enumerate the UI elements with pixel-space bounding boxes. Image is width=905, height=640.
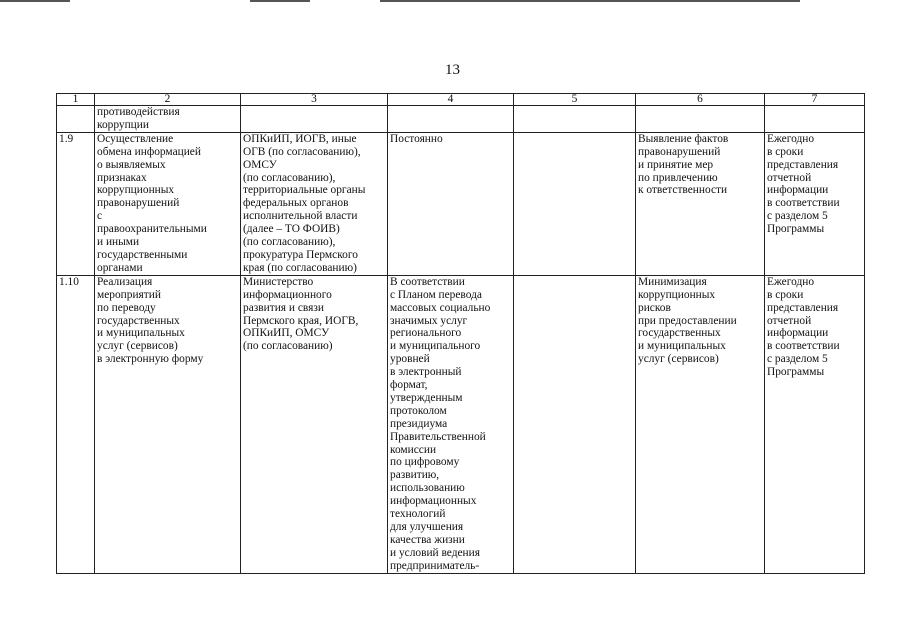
result-cell: Выявление фактов правонарушений и принятие мер по привлечению к ответственности — [636, 132, 765, 275]
cell — [636, 106, 765, 133]
executors-cell: Министерство информационного развития и связи Пермского края, ИОГВ, ОПКиИП, ОМСУ (по согласованию) — [241, 275, 388, 573]
cell — [241, 106, 388, 133]
deadline-cell: В соответствии с Планом перевода массовых социально значимых услуг регионального и муниципального уровней в электронный формат, утвержденным протоколом президиума Правительственной комиссии по цифровому развитию, использованию информационных технологий для улучшения качества жизни и условий ведения предприниматель- — [388, 275, 514, 573]
cell — [388, 106, 514, 133]
column-header: 4 — [388, 94, 514, 106]
cell: противодействия коррупции — [95, 106, 241, 133]
column-header: 6 — [636, 94, 765, 106]
cell — [514, 106, 636, 133]
top-edge-line — [0, 0, 70, 2]
header-row — [57, 94, 865, 106]
page-number: 13 — [445, 62, 460, 78]
measures-table — [56, 93, 865, 574]
deadline-cell: Постоянно — [388, 132, 514, 275]
column-header: 2 — [95, 94, 241, 106]
reporting-cell: Ежегодно в сроки представления отчетной информации в соответствии с разделом 5 Программы — [765, 132, 865, 275]
item-number: 1.9 — [57, 132, 95, 275]
column-header: 1 — [57, 94, 95, 106]
result-cell: Минимизация коррупционных рисков при предоставлении государственных и муниципальных услуг (сервисов) — [636, 275, 765, 573]
top-edge-line — [250, 0, 310, 2]
table-row — [57, 275, 865, 573]
event-cell: Осуществление обмена информацией о выявляемых признаках коррупционных правонарушений с правоохранительными и иными государственными органами — [95, 132, 241, 275]
reporting-cell: Ежегодно в сроки представления отчетной информации в соответствии с разделом 5 Программы — [765, 275, 865, 573]
column-header: 5 — [514, 94, 636, 106]
column-header: 7 — [765, 94, 865, 106]
cell — [57, 106, 95, 133]
table-row — [57, 132, 865, 275]
cell — [514, 275, 636, 573]
column-header: 3 — [241, 94, 388, 106]
top-edge-line — [380, 0, 800, 2]
executors-cell: ОПКиИП, ИОГВ, иные ОГВ (по согласованию), ОМСУ (по согласованию), территориальные органы федеральных органов исполнительной власти (далее – ТО ФОИВ) (по согласованию), прокуратура Пермского края (по согласованию) — [241, 132, 388, 275]
event-cell: Реализация мероприятий по переводу государственных и муниципальных услуг (сервисов) в электронную форму — [95, 275, 241, 573]
cell — [514, 132, 636, 275]
cell — [765, 106, 865, 133]
item-number: 1.10 — [57, 275, 95, 573]
continuation-row — [57, 106, 865, 133]
